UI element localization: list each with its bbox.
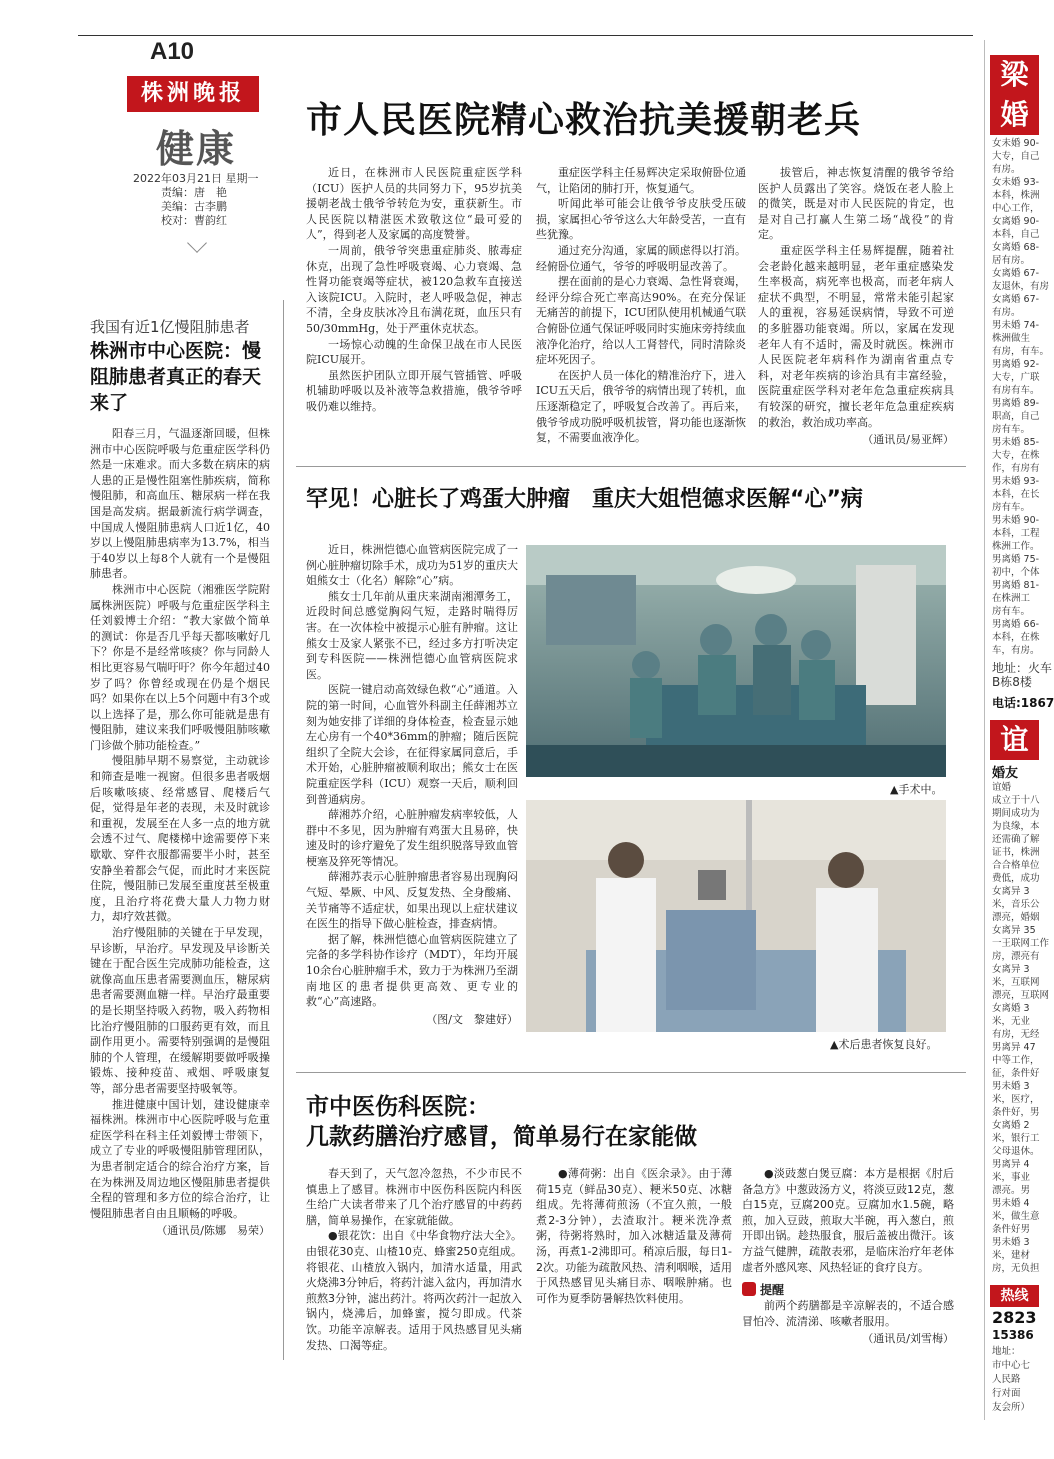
chevron-down-icon bbox=[187, 233, 207, 253]
proofreader: 校对：曹韵红 bbox=[161, 214, 227, 227]
ad-line: 女离婚 67- bbox=[992, 294, 1040, 305]
ad-line: 条件好，男 bbox=[992, 1107, 1040, 1118]
paragraph: 医院一键启动高效绿色救“心”通道。入院的第一时间，心血管外科副主任薛湘苏立刻为她安排了详细的身体检查，检查显示她左心房有一个40*36mm的肿瘤；随后医院组织了全院大会诊，在征得家属同意后，手术开始，心脏肿瘤被顺利取出；熊女士在医院重症医学科（ICU）观察一天后，顺利回到普通病房。 bbox=[306, 683, 518, 806]
ad-line: 男离婚 66- bbox=[992, 619, 1040, 630]
ad-line: 米，音乐公 bbox=[992, 899, 1040, 910]
section-title: 健康 bbox=[156, 127, 237, 171]
ad-line: 成立于十八 bbox=[992, 795, 1040, 806]
ad-line: 有房有车。 bbox=[992, 385, 1040, 396]
tcm-article-col-1 bbox=[306, 1166, 522, 1353]
ad-line: 女离异 3 bbox=[992, 886, 1030, 897]
ad-line: 米，做生意 bbox=[992, 1211, 1040, 1222]
ad-line: 本科，在长 bbox=[992, 489, 1040, 500]
paragraph: 慢阻肺早期不易察觉，主动就诊和筛查是唯一视窗。但很多患者吸烟后咳嗽咳痰、经常感冒、爬楼后气促，觉得是年老的表现，未及时就诊和重视，发展至在人多一点的地方就会透不过气、爬楼梯中途需要停下来歇歇、穿件衣服都需要半小时，甚至安静坐着都会气促，而此时才来医院住院，慢阻肺已发展至重度甚至极重度，且治疗将花费大量人力物力财力，却疗效甚微。 bbox=[90, 754, 270, 924]
ad-line: 征，条件好 bbox=[992, 1068, 1040, 1079]
ad-line: 米，事业 bbox=[992, 1172, 1031, 1183]
ad-hotline-number: 2823 bbox=[992, 1308, 1037, 1327]
ad-band: 梁 bbox=[990, 55, 1039, 95]
ad-line: 房有车。 bbox=[992, 502, 1031, 513]
ad-line: 株洲做生 bbox=[992, 333, 1031, 344]
ad-line: 女未婚 93- bbox=[992, 177, 1040, 188]
byline: （图/文 黎建妤） bbox=[426, 1012, 518, 1026]
paragraph: 治疗慢阻肺的关键在于早发现，早诊断，早治疗。早发现及早诊断关键在于配合医生完成肺功能检查，这就像高血压患者需要测血压，糖尿病患者需要测血糖一样。早治疗最重要的是长期坚持吸入药物，吸入药物相比治疗慢阻肺的口服药更有效，而且副作用更小。需要特别强调的是慢阻肺的个人管理，在缓解期要做呼吸操锻炼、接种疫苗、戒烟、呼吸康复等，部分患者需要坚持吸氧等。 bbox=[90, 926, 270, 1095]
ad-line: 男离婚 75- bbox=[992, 554, 1040, 565]
paragraph: 一周前，俄爷爷突患重症肺炎、脓毒症休克，出现了急性呼吸衰竭、心力衰竭、急性肾功能衰竭等症状，被120急救车直接送入该院ICU。入院时，老人呼吸急促，神志不清，全身皮肤冰冷且布满花斑，血压只有50/30mmHg，处于严重休克状态。 bbox=[306, 243, 522, 335]
heart-article-col bbox=[306, 542, 518, 1027]
heart-headline: 罕见！心脏长了鸡蛋大肿瘤 重庆大姐恺德求医解“心”病 bbox=[306, 487, 863, 512]
ad-line: 男离异 4 bbox=[992, 1159, 1030, 1170]
issue-date: 2022年03月21日 星期一 bbox=[133, 172, 259, 185]
ad-line: 男离异 47 bbox=[992, 1042, 1036, 1053]
main-article-col-1 bbox=[306, 165, 522, 415]
alert-icon bbox=[742, 1282, 756, 1296]
ad-line: 本科，株洲 bbox=[992, 190, 1040, 201]
ad-line: 女未婚 90- bbox=[992, 138, 1040, 149]
ad-line: 男离婚 81- bbox=[992, 580, 1040, 591]
ad-line: 有房，无经 bbox=[992, 1029, 1040, 1040]
ad-band: 婚 bbox=[990, 95, 1039, 135]
ad-line: 为良缘，本 bbox=[992, 821, 1040, 832]
paragraph: 推进健康中国计划，建设健康幸福株洲。株洲市中心医院呼吸与危重症医学科在科主任刘毅博士带领下，成立了专业的呼吸慢阻肺管理团队，为患者制定适合的综合治疗方案，旨在为株洲及周边地区慢阻肺患者提供全程的管理和多方位的综合治疗，让慢阻肺患者自由且顺畅的呼吸。 bbox=[90, 1097, 270, 1220]
tcm-article-col-2 bbox=[536, 1166, 732, 1306]
ad-phone: 电话:1867 bbox=[992, 696, 1054, 710]
paragraph: 近日，在株洲市人民医院重症医学科（ICU）医护人员的共同努力下，95岁抗美援朝老战士俄爷爷转危为安，重获新生。市人民医院以精湛医术致敬这位“最可爱的人”，得到老人及家属的高度赞誉。 bbox=[306, 166, 522, 242]
ad-line: 费低，成功 bbox=[992, 873, 1040, 884]
recipe: ●淡豉葱白煲豆腐：本方是根据《肘后备急方》中葱豉汤方义，将淡豆豉12克，葱白15克，豆腐200克。豆腐加水1.5碗，略煎，加入豆豉，煎取大半碗，再入葱白，煎开即出锅。趁热服食，服后盖被出微汗。该方益气健脾，疏散表邪，是临床治疗年老体虚者外感风寒、风热轻证的食疗良方。 bbox=[742, 1167, 954, 1274]
ad-line: 男未婚 93- bbox=[992, 476, 1040, 487]
ad-line: 条件好男 bbox=[992, 1224, 1031, 1235]
ad-band: 谊 bbox=[990, 720, 1039, 760]
ad-line: 男未婚 4 bbox=[992, 1198, 1030, 1209]
ad-line: 女离婚 3 bbox=[992, 1003, 1030, 1014]
editor: 责编：唐 艳 bbox=[161, 186, 227, 199]
paragraph: 摆在面前的是心力衰竭、急性肾衰竭，经评分综合死亡率高达90%。在充分保证无痛苦的前提下，ICU团队使用机械通气联合俯卧位通气保证呼吸同时实施床旁持续血液净化治疗，给以人工肾替代，同时清除炎症坏死因子。 bbox=[536, 275, 746, 367]
paragraph: 熊女士几年前从重庆来湖南湘潭务工，近段时间总感觉胸闷气短，走路时喘得厉害。在一次体检中被提示心脏有肿瘤。这让熊女士及家人紧张不已，经过多方打听决定到专科医院——株洲恺德心血管病医院求医。 bbox=[306, 589, 518, 681]
ad-line: 地址： bbox=[992, 1346, 1021, 1357]
ad-line: 房有车。 bbox=[992, 424, 1031, 435]
sidebar-headline: 株洲市中心医院：慢阻肺患者真正的春天来了 bbox=[90, 340, 262, 414]
ad-line: 期间成功为 bbox=[992, 808, 1040, 819]
main-headline: 市人民医院精心救治抗美援朝老兵 bbox=[306, 100, 862, 141]
ad-line: 大专，自己 bbox=[992, 151, 1040, 162]
ad-line: 米，无业 bbox=[992, 1016, 1031, 1027]
ad-line: 漂亮。男 bbox=[992, 1185, 1031, 1196]
ad-line: 居有房。 bbox=[992, 255, 1031, 266]
sidebar-kicker: 我国有近1亿慢阻肺患者 bbox=[90, 318, 250, 336]
ad-line: 证书，株洲 bbox=[992, 847, 1040, 858]
ad-line: 市中心七 bbox=[992, 1360, 1031, 1371]
ad-line: 米，建材 bbox=[992, 1250, 1031, 1261]
recovery-photo bbox=[526, 800, 946, 1032]
paragraph: 据了解，株洲恺德心血管病医院建立了完备的多学科协作诊疗（MDT），年均开展10余台心脏肿瘤手术，致力于为株洲乃至湖南地区的患者提供更高效、更专业的救“心”高速路。 bbox=[306, 932, 518, 1009]
ad-hotline-number: 15386 bbox=[992, 1328, 1034, 1342]
surgery-photo bbox=[526, 545, 946, 777]
byline: （通讯员/陈娜 易荣） bbox=[156, 1224, 270, 1238]
paragraph: 春天到了，天气忽冷忽热，不少市民不慎患上了感冒。株洲市中医伤科医院内科医生给广大读者带来了几个治疗感冒的中药药膳，简单易操作，在家就能做。 bbox=[306, 1167, 522, 1227]
ad-line: 有房。 bbox=[992, 164, 1021, 175]
paragraph: 听闻此举可能会让俄爷爷皮肤受压破损，家属担心爷爷这么大年龄受苦，一直有些犹豫。 bbox=[536, 197, 746, 242]
main-article-col-2 bbox=[536, 165, 746, 446]
ad-line: 房，漂亮有 bbox=[992, 951, 1040, 962]
paragraph: 阳春三月，气温逐渐回暖，但株洲市中心医院呼吸与危重症医学科仍然是一床难求。而大多数在病床的病人患的正是慢性阻塞性肺疾病，简称慢阻肺，和高血压、糖尿病一样在我国是高发病。据最新流行病学调查，中国成人慢阻肺患病人口近1亿，40岁以上慢阻肺患病率为13.7%，相当于40岁以上每8个人就有一个是慢阻肺患者。 bbox=[90, 427, 270, 581]
ad-hotline-label: 热线 bbox=[990, 1285, 1039, 1307]
ad-line: 女离婚 67- bbox=[992, 268, 1040, 279]
masthead-meta bbox=[133, 172, 273, 228]
ad-subtitle: 婚友 bbox=[992, 766, 1019, 781]
ad-line: 初中，个体 bbox=[992, 567, 1040, 578]
paragraph: 薛湘苏表示心脏肿瘤患者容易出现胸闷气短、晕厥、中风、反复发热、全身酸痛、关节痛等不适症状，如果出现以上症状建议在医生的指导下做心脏检查，排查病情。 bbox=[306, 870, 518, 931]
remind-heading bbox=[742, 1281, 954, 1298]
ad-line: 友退休，有房 bbox=[992, 281, 1050, 292]
ad-line: 房，无负担 bbox=[992, 1263, 1040, 1274]
ad-line: 车，有房。 bbox=[992, 645, 1040, 656]
paragraph: 重症医学科主任易辉提醒，随着社会老龄化越来越明显，老年重症感染发生率极高，病死率也极高，而老年病人症状不典型，不明显，常常未能引起家人的重视，容易延误病情，导致不可逆的多脏器功能衰竭。所以，家属在发现老年人有不适时，需及时就医。株洲市人民医院老年病科作为湖南省重点专科，对老年疾病的诊治具有丰富经验，医院重症医学科对老年危急重症疾病具有较深的研究，擅长老年危急重症疾病的救治，救治成功率高。 bbox=[758, 243, 954, 429]
ad-line: 人民路 bbox=[992, 1374, 1021, 1385]
paper-logo: 株洲晚报 bbox=[127, 76, 259, 112]
ad-line: 父母退休。 bbox=[992, 1146, 1040, 1157]
ad-line: 房有车。 bbox=[992, 606, 1031, 617]
ad-line: 友会所） bbox=[992, 1402, 1031, 1413]
ad-line: 合合格单位 bbox=[992, 860, 1040, 871]
paragraph: 重症医学科主任易辉决定采取俯卧位通气，让陷闭的肺打开，恢复通气。 bbox=[536, 166, 746, 195]
ad-line: 男离婚 89- bbox=[992, 398, 1040, 409]
photo-caption: ▲手术中。 bbox=[890, 783, 943, 796]
ad-line: 本科，工程 bbox=[992, 528, 1040, 539]
ad-line: 漂亮，婚姻 bbox=[992, 912, 1040, 923]
ad-line: 男未婚 90- bbox=[992, 515, 1040, 526]
ad-line: 女离婚 68- bbox=[992, 242, 1040, 253]
ad-line: 中等工作， bbox=[992, 1055, 1040, 1066]
remind-text: 前两个药膳都是辛凉解表的，不适合感冒怕冷、流清涕、咳嗽者服用。 bbox=[742, 1299, 954, 1328]
paragraph: 株洲市中心医院（湘雅医学院附属株洲医院）呼吸与危重症医学科主任刘毅博士介绍：“教大家做个简单的测试：你是否几乎每天都咳嗽好几下？你是不是经常咳痰？你与同龄人相比更容易气喘吁吁？你今年超过40岁了吗？你曾经或现在仍是个烟民吗？如果你在以上5个问题中有3个或以上选择了是，那么你可能就是患有慢阻肺，建议来我们呼吸慢阻肺咳嗽门诊做个肺功能检查。” bbox=[90, 582, 270, 752]
ad-line: 大专，广联 bbox=[992, 372, 1040, 383]
ad-line: 男未婚 74- bbox=[992, 320, 1040, 331]
ad-line: 女离异 3 bbox=[992, 964, 1030, 975]
ad-line: 漂亮，互联网 bbox=[992, 990, 1050, 1001]
ad-line: 还需确了解 bbox=[992, 834, 1040, 845]
ad-line: 米，医疗， bbox=[992, 1094, 1040, 1105]
page-number: A10 bbox=[150, 38, 195, 65]
paragraph: 在医护人员一体化的精准治疗下，进入ICU五天后，俄爷爷的病情出现了转机，血压逐渐稳定了，呼吸复合改善了。再后来，俄爷爷成功脱呼吸机拔管，肾功能也逐渐恢复，不需要血液净化。 bbox=[536, 368, 746, 445]
ad-line: 职高，自己 bbox=[992, 411, 1040, 422]
tcm-article-col-3 bbox=[742, 1166, 954, 1347]
ad-line: 大专，在株 bbox=[992, 450, 1040, 461]
ad-line: 米，互联网 bbox=[992, 977, 1040, 988]
ad-line: 米，银行工 bbox=[992, 1133, 1040, 1144]
ad-line: 男未婚 85- bbox=[992, 437, 1040, 448]
paragraph: 近日，株洲恺德心血管病医院完成了一例心脏肿瘤切除手术，成功为51岁的重庆大姐熊女士（化名）解除“心”病。 bbox=[306, 543, 518, 588]
ad-line: 男未婚 3 bbox=[992, 1081, 1030, 1092]
paragraph: 虽然医护团队立即开展气管插管、呼吸机辅助呼吸以及补液等急救措施，俄爷爷呼吸仍难以维持。 bbox=[306, 368, 522, 413]
ad-line: 株洲工作。 bbox=[992, 541, 1040, 552]
ad-line: 本科，在株 bbox=[992, 632, 1040, 643]
ad-address: 地址：火车 bbox=[992, 661, 1053, 675]
sidebar-article-col bbox=[90, 426, 270, 1239]
ad-address: B栋8楼 bbox=[992, 675, 1032, 689]
tcm-headline-line2: 几款药膳治疗感冒，简单易行在家能做 bbox=[306, 1124, 697, 1150]
ad-line: 行对面 bbox=[992, 1388, 1021, 1399]
photo-caption: ▲术后患者恢复良好。 bbox=[830, 1038, 938, 1051]
ad-line: 男未婚 3 bbox=[992, 1237, 1030, 1248]
designer: 美编：古李鹏 bbox=[161, 200, 227, 213]
paragraph: 通过充分沟通，家属的顾虑得以打消。经俯卧位通气，爷爷的呼吸明显改善了。 bbox=[536, 243, 746, 273]
remind-label: 提醒 bbox=[760, 1283, 785, 1298]
byline: （通讯员/刘雪梅） bbox=[862, 1332, 954, 1346]
ad-line: 女离异 35 bbox=[992, 925, 1036, 936]
ad-line: 谊婚 bbox=[992, 782, 1012, 793]
paragraph: 拔管后，神志恢复清醒的俄爷爷给医护人员露出了笑容。烧饭在老人脸上的微笑，既是对市人民医院的肯定，也是对自己打赢人生第二场“战役”的肯定。 bbox=[758, 166, 954, 242]
paragraph: 一场惊心动魄的生命保卫战在市人民医院ICU展开。 bbox=[306, 337, 522, 367]
recipe: ●银花饮：出自《中华食物疗法大全》。由银花30克、山楂10克、蜂蜜250克组成。将银花、山楂放入锅内，加清水适量，用武火烧沸3分钟后，将药汁滤入盆内，再加清水煎熬3分钟，滤出药汁。将两次药汁一起放入锅内，烧沸后，加蜂蜜，搅匀即成。代茶饮。功能辛凉解表。适用于风热感冒见头痛发热、口渴等症。 bbox=[306, 1229, 522, 1352]
ad-line: 中心工作， bbox=[992, 203, 1040, 214]
ad-line: 女离婚 2 bbox=[992, 1120, 1030, 1131]
matchmaking-ad-strip bbox=[990, 40, 1054, 1420]
ad-line: 有房。 bbox=[992, 307, 1021, 318]
recipe: ●薄荷粥：出自《医余录》。由于薄荷15克（鲜品30克）、粳米50克、冰糖组成。先将薄荷煎汤（不宜久煎，一般煮2-3分钟），去渣取汁。粳米洗净煮粥，待粥将熟时，加入冰糖适量及薄荷汤，再煮1-2沸即可。稍凉后服，每日1-2次。功能为疏散风热、清利咽喉，适用于风热感冒见头痛目赤、咽喉肿痛。也可作为夏季防暑解热饮料使用。 bbox=[536, 1167, 732, 1305]
ad-line: 一王联网工作 bbox=[992, 938, 1050, 949]
ad-line: 本科，自己 bbox=[992, 229, 1040, 240]
ad-line: 在株洲工 bbox=[992, 593, 1031, 604]
ad-line: 有房，有车。 bbox=[992, 346, 1050, 357]
tcm-headline-line1: 市中医伤科医院： bbox=[306, 1094, 490, 1120]
paragraph: 薛湘苏介绍，心脏肿瘤发病率较低，人群中不多见，因为肿瘤有鸡蛋大且易碎，快速及时的诊疗避免了发生组织脱落导致血管梗塞及猝死等情况。 bbox=[306, 808, 518, 868]
ad-line: 女离婚 90- bbox=[992, 216, 1040, 227]
ad-line: 男离婚 92- bbox=[992, 359, 1040, 370]
ad-line: 作，有房有 bbox=[992, 463, 1040, 474]
byline: （通讯员/易亚辉） bbox=[862, 433, 954, 447]
main-article-col-3 bbox=[758, 165, 954, 448]
